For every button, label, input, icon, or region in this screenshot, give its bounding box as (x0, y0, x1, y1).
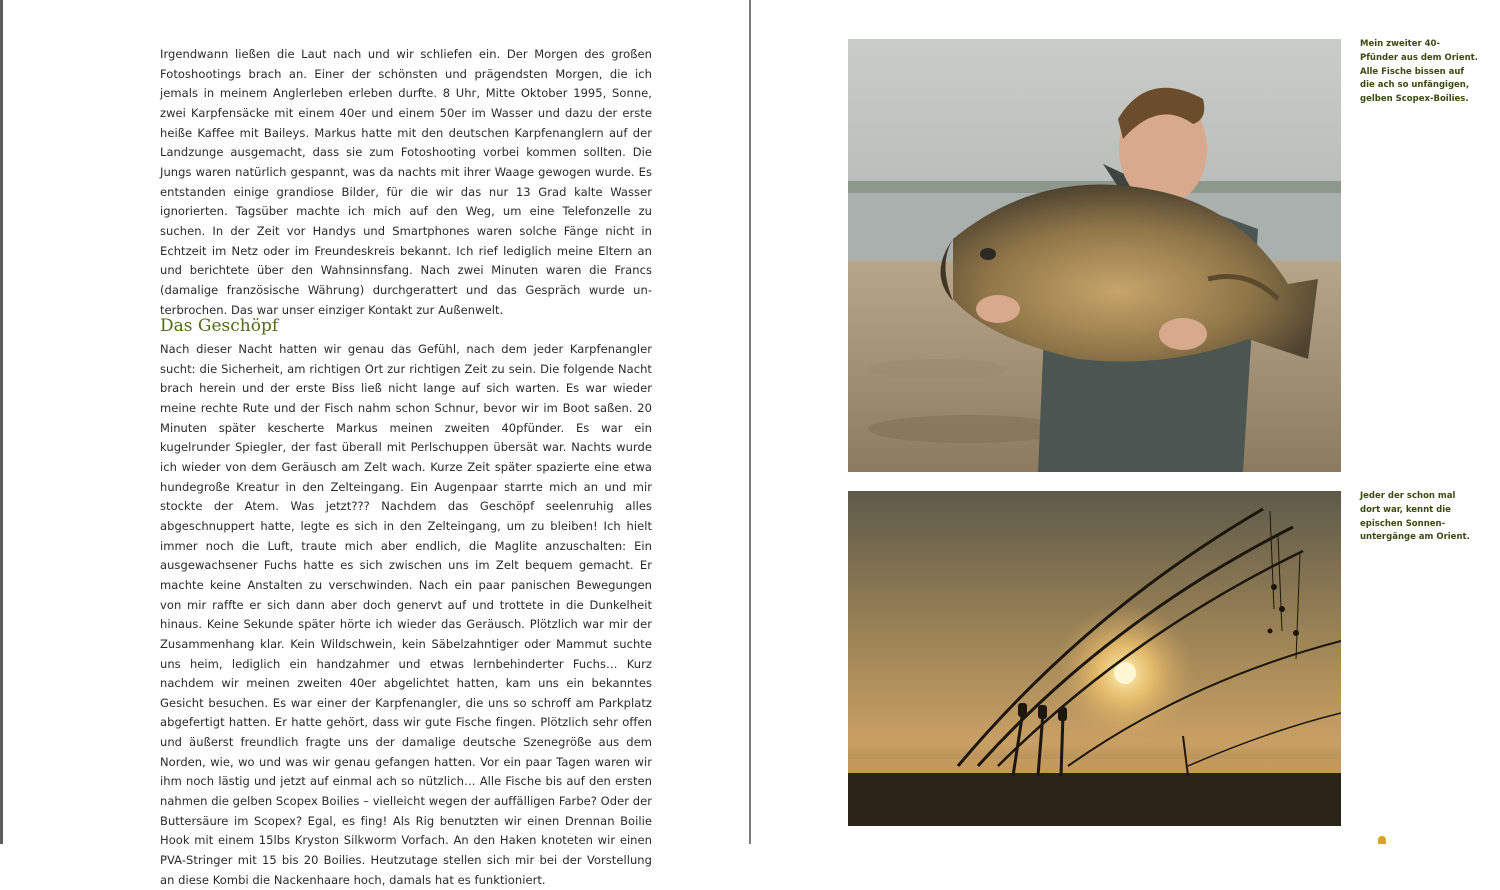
page-corner-mark (1378, 836, 1386, 844)
photo-caption-1: Mein zweiter 40-Pfünder aus dem Orient. Alle Fische bissen auf die ach so unfängigen, gelben Scopex-Boilies. (1360, 39, 1478, 105)
angler-carp-illustration (848, 39, 1341, 472)
photo-caption-2: Jeder der schon mal dort war, kennt die epischen Sonnenuntergänge am Orient. (1360, 491, 1470, 543)
body-paragraph-1: Irgendwann ließen die Laut nach und wir schliefen ein. Der Morgen des großen Fotoshootings brach an. Einer der schönsten und prägendsten Morgen, die ich jemals in meinem Anglerleben erleben durfte. 8 Uhr, Mitte Oktober 1995, Sonne, zwei Karpfensäcke mit einem 40er und einem 50er im Wasser und dazu der erste heiße Kaffee mit Baileys. Markus hatte mit den deutschen Karpfenanglern auf der Landzunge ausgemacht, dass sie zum Fotoshooting vorbei kommen sollten. Die Jungs waren natürlich gespannt, was da nachts mit ihrer Waage gewogen wurde. Es entstanden einige grandiose Bilder, für die wir das nur 13 Grad kalte Wasser ignorierten. Tagsüber machte ich mich auf den Weg, um eine Telefonzelle zu suchen. In der Zeit vor Handys und Smartphones waren solche Fänge nicht in Echtzeit im Netz oder im Freundeskreis bekannt. Ich rief lediglich meine Eltern an und berichtete über den Wahnsinnsfang. Nach zwei Minuten waren die Francs (damalige französische Währung) durchgerattert und das Gespräch wurde unterbrochen. Das war unser einziger Kontakt zur Außenwelt. (160, 47, 652, 317)
left-page (0, 0, 749, 887)
right-page (751, 0, 1500, 844)
sunset-rods-photo (848, 491, 1341, 826)
body-paragraph-2: Nach dieser Nacht hatten wir genau das Gefühl, nach dem jeder Karpfenangler sucht: die Sicherheit, am richtigen Ort zur richtigen Zeit zu sein. Die folgende Nacht brach herein und der erste Biss ließ nicht lange auf sich warten. Es war wieder meine rechte Rute und der Fisch nahm schon Schnur, bevor wir im Boot saßen. 20 Minuten später kescherte Markus meinen zweiten 40pfünder. Es war ein kugelrunder Spiegler, der fast überall mit Perlschuppen übersät war. Nachts wurde ich wieder von dem Geräusch am Zelt wach. Kurze Zeit später spazierte eine etwa hundegroße Kreatur in den Zelteingang. Ein Augenpaar starrte mich an und mir stockte der Atem. Was jetzt??? Nachdem das Geschöpf seelenruhig alles abgeschnuppert hatte, legte es sich in den Zelteingang, um zu bleiben! Ich hielt immer noch die Luft, traute mich aber endlich, die Maglite anzuschalten: Ein ausgewachsener Fuchs hatte es sich zwischen uns im Zelt bequem gemacht. Er machte keine Anstalten zu verschwinden. Nach ein paar panischen Bewegungen von mir raffte er sich dann aber doch genervt auf und trottete in die Dunkelheit hinaus. Keine Sekunde später hörte ich wieder das Geräusch. Plötzlich war mir der Zusammenhang klar. Kein Wildschwein, kein Säbelzahntiger oder Mammut suchte uns heim, lediglich ein handzahmer und etwas lernbehinderter Fuchs… Kurz nachdem wir meinen zweiten 40er abgelichtet hatten, kam uns ein bekanntes Gesicht besuchen. Es war einer der Karpfenangler, die uns so schroff am Parkplatz abgefertigt hatten. Er hatte gehört, dass wir gute Fische fingen. Plötzlich sehr offen und äußerst freundlich fragte uns der damalige deutsche Szenegröße aus dem Norden, wie, wo und was wir genau gefangen hatten. Vor ein paar Tagen waren wir ihm noch lästig und jetzt auf einmal ach so nützlich… Alle Fische bis auf den ersten nahmen die gelben Scopex Boilies – vielleicht wegen der auffälligen Farbe? Oder der Buttersäure im Scopex? Egal, es fing! Als Rig benutzten wir einen Drennan Boilie Hook mit einem 15lbs Kryston Silkworm Vorfach. An den Haken knoteten wir einen PVA-Stringer mit 15 bis 20 Boilies. Heutzutage stellen sich mir bei der Vorstellung an diese Kombi die Nackenhaare hoch, damals hat es funktioniert. (160, 342, 652, 887)
section-heading: Das Geschöpf (160, 316, 279, 336)
sunset-rods-illustration (848, 491, 1341, 826)
angler-carp-photo (848, 39, 1341, 472)
